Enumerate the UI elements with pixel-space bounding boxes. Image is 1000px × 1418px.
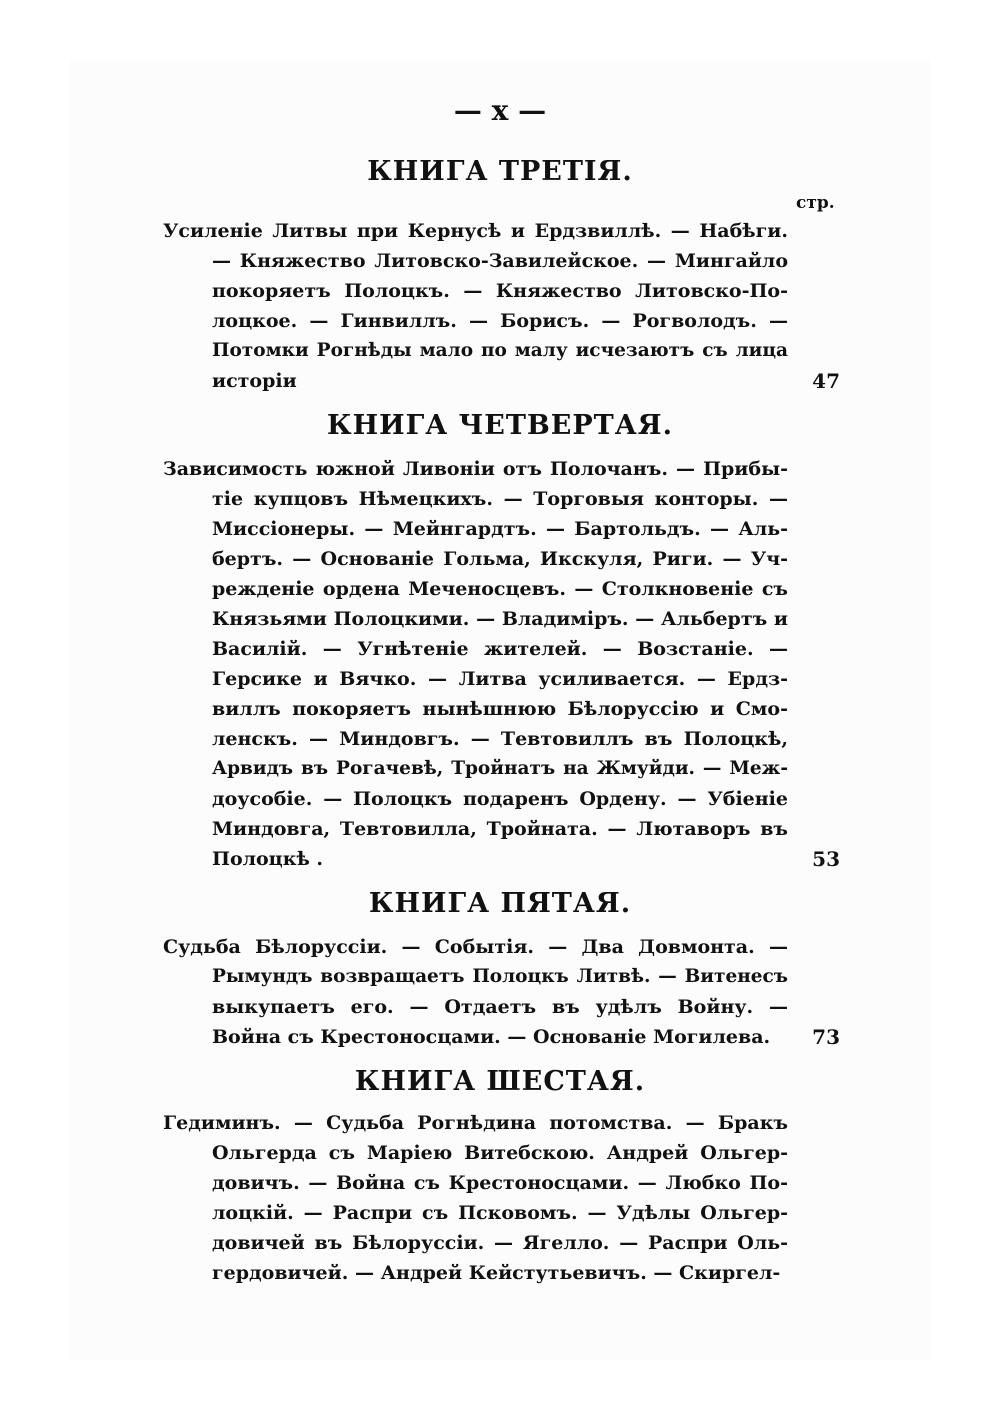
section-heading: КНИГА ТРЕТІЯ. — [367, 156, 633, 187]
text-line: гердовичей. — Андрей Кейстутьевичъ. — Скиргел- — [212, 1262, 781, 1284]
text-line: выкупаетъ его. — Отдаетъ въ удѣлъ Войну. — — [212, 996, 788, 1018]
section-heading: КНИГА ШЕСТАЯ. — [354, 1066, 646, 1097]
text-line: Зависимость южной Ливоніи отъ Полочанъ. — Прибы- — [163, 458, 788, 480]
text-line: исторіи — [212, 370, 297, 392]
section-heading: КНИГА ПЯТАЯ. — [368, 888, 632, 919]
page-reference: 53 — [812, 847, 840, 871]
text-line: — Княжество Литовско-Завилейское. — Мингайло — [212, 250, 788, 272]
text-line: виллъ покоряетъ нынѣшнюю Бѣлоруссію и Смо- — [212, 698, 788, 720]
text-line: Война съ Крестоносцами. — Основаніе Могилева. — [212, 1026, 771, 1048]
text-line: лоцкое. — Гинвиллъ. — Борисъ. — Рогволодъ. — — [212, 310, 788, 332]
text-line: Потомки Рогнѣды мало по малу исчезаютъ съ лица — [212, 340, 788, 361]
text-line: Гедиминъ. — Судьба Рогнѣдина потомства. — Бракъ — [163, 1112, 788, 1134]
text-line: Миссіонеры. — Мейнгардтъ. — Бартольдъ. — Аль- — [212, 518, 788, 540]
text-line: Миндовга, Тевтовилла, Тройната. — Лютаворъ въ — [212, 818, 788, 840]
text-line: бертъ. — Основаніе Гольма, Икскуля, Риги. — Уч- — [212, 548, 788, 570]
page-reference: 47 — [812, 369, 840, 393]
text-line: Усиленіе Литвы при Кернусѣ и Ердзвиллѣ. — Набѣги. — [163, 220, 788, 242]
text-line: Рымундъ возвращаетъ Полоцкъ Литвѣ. — Витенесъ — [212, 966, 788, 987]
text-line: Герсике и Вячко. — Литва усиливается. — Ердз- — [212, 668, 788, 690]
text-line: довичъ. — Война съ Крестоносцами. — Любко По- — [212, 1172, 788, 1194]
page-reference: 73 — [812, 1025, 840, 1049]
text-line: тіе купцовъ Нѣмецкихъ. — Торговыя конторы. — — [212, 488, 788, 510]
text-line: режденіе ордена Меченосцевъ. — Столкновеніе съ — [212, 578, 788, 600]
text-line: лоцкій. — Распри съ Псковомъ. — Удѣлы Ольгер- — [212, 1202, 788, 1224]
text-line: ленскъ. — Миндовгъ. — Тевтовиллъ въ Полоцкѣ, — [212, 728, 788, 750]
text-line: Судьба Бѣлоруссіи. — Событія. — Два Довмонта. — — [163, 936, 788, 958]
text-line: Князьями Полоцкими. — Владиміръ. — Альбертъ и — [212, 608, 788, 630]
section-heading: КНИГА ЧЕТВЕРТАЯ. — [327, 410, 673, 441]
text-line: Арвидъ въ Рогачевѣ, Тройнатъ на Жмуйди. — Меж- — [212, 758, 788, 779]
text-line: доусобіе. — Полоцкъ подаренъ Ордену. — Убіеніе — [212, 788, 788, 810]
text-line: довичей въ Бѣлоруссіи. — Ягелло. — Распри Оль- — [212, 1232, 788, 1254]
text-line: покоряетъ Полоцкъ. — Княжество Литовско-По- — [212, 280, 788, 302]
text-line: Василій. — Угнѣтеніе жителей. — Возстаніе. — — [212, 638, 788, 660]
column-header-page: стр. — [796, 193, 835, 213]
text-line: Ольгерда съ Маріею Витебскою. Андрей Ольгер- — [212, 1142, 788, 1164]
text-line: Полоцкѣ . — [212, 848, 324, 870]
page-number: — x — — [453, 94, 547, 127]
